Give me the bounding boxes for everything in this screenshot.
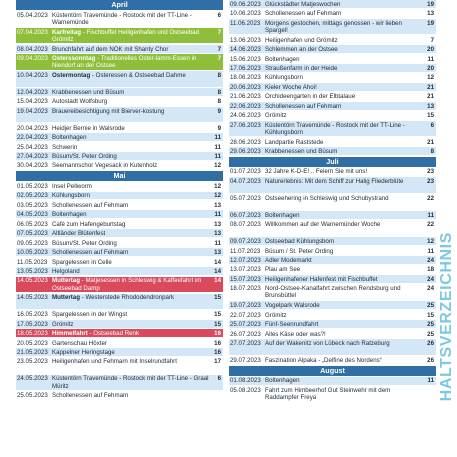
trip-title: Boltenhagen — [265, 55, 300, 63]
trip-date: 23.05.2023 — [17, 358, 48, 366]
trip-date: 15.07.2023 — [230, 275, 261, 283]
trip-title: Autostadt Wolfsburg — [52, 98, 108, 106]
trip-title: Altländer Blütenfest — [52, 230, 106, 238]
page-number: 11 — [427, 247, 434, 255]
page-number: 12 — [427, 238, 434, 246]
trip-date: 13.07.2023 — [230, 266, 261, 274]
trip-title: Boltenhagen — [52, 134, 87, 142]
page-number: 12 — [214, 162, 221, 170]
trip-row[interactable] — [16, 192, 223, 201]
trip-date: 05.07.2023 — [230, 194, 261, 202]
page-number: 11 — [427, 377, 434, 385]
trip-date: 04.07.2023 — [230, 177, 261, 185]
page-number: 20 — [427, 64, 434, 72]
trip-row[interactable] — [229, 74, 436, 83]
trip-description: - Traditionelles Oster-lamm-Essen in Niendorf an der Ostsee — [52, 55, 197, 70]
trip-date: 17.06.2023 — [230, 64, 261, 72]
page-number: 25 — [427, 330, 434, 338]
trip-title — [52, 28, 211, 43]
holiday-label: Karfreitag — [52, 28, 82, 36]
trip-row[interactable] — [229, 301, 436, 310]
page-number: 22 — [427, 194, 434, 202]
trip-title: Kühlungsborn — [265, 74, 303, 82]
trip-title: Alles Käse oder was?! — [265, 330, 326, 338]
trip-date: 07.04.2023 — [17, 28, 48, 36]
trip-title: Spargelessen in Celle — [52, 258, 112, 266]
page-number: 21 — [427, 83, 434, 91]
page-number: 14 — [214, 267, 221, 275]
trip-title: Büsum/St. Peter Ording — [52, 152, 117, 160]
trip-row[interactable] — [16, 294, 223, 310]
page-number: 9 — [217, 107, 221, 115]
trip-row[interactable] — [16, 329, 223, 338]
page-number: 6 — [430, 121, 434, 129]
trip-row[interactable] — [16, 277, 223, 293]
trip-title: Plau am See — [265, 266, 301, 274]
trip-date: 17.05.2023 — [17, 320, 48, 328]
trip-title: Straußenfarm in der Heide — [265, 64, 338, 72]
trip-row[interactable] — [16, 375, 223, 391]
trip-row[interactable] — [16, 133, 223, 142]
page-number: 12 — [214, 192, 221, 200]
trip-date: 10.05.2023 — [17, 249, 48, 257]
trip-row[interactable] — [229, 285, 436, 301]
page-number: 24 — [427, 256, 434, 264]
trip-title — [52, 71, 211, 79]
trip-description: - Fischbuffet Heiligenhafen und Ostseebad Grömitz — [52, 28, 200, 43]
holiday-label: Himmelfahrt — [52, 330, 88, 338]
page-number: 15 — [427, 311, 434, 319]
trip-row[interactable] — [16, 358, 223, 374]
trip-title: Büsum/St. Peter Ording — [52, 239, 117, 247]
trip-row[interactable] — [16, 71, 223, 87]
page-number: 12 — [214, 182, 221, 190]
page-number — [211, 391, 223, 392]
page-number: 21 — [427, 93, 434, 101]
page-number: 13 — [214, 230, 221, 238]
trip-title: Boltenhagen — [52, 211, 87, 219]
trip-row[interactable] — [229, 64, 436, 73]
trip-row[interactable] — [16, 54, 223, 70]
trip-title: Boltenhagen — [265, 377, 300, 385]
trip-date: 15.04.2023 — [17, 98, 48, 106]
page-number: 6 — [217, 375, 221, 383]
trip-title — [52, 54, 211, 69]
trip-date: 01.07.2023 — [230, 168, 261, 176]
trip-date: 14.05.2023 — [17, 277, 48, 285]
trip-title: Vogelpark Walsrode — [265, 302, 320, 310]
trip-date: 27.04.2023 — [17, 152, 48, 160]
trip-date: 06.07.2023 — [230, 211, 261, 219]
page-number: 7 — [217, 55, 221, 63]
page-number: 11 — [214, 134, 221, 142]
trip-title: Landpartie Raststede — [265, 138, 324, 146]
page-number: 11 — [427, 55, 434, 63]
trip-title: Ostseebad Kühlungsborn — [265, 238, 335, 246]
trip-row[interactable] — [16, 310, 223, 319]
section-side-label: HALTSVERZEICHNIS — [438, 232, 455, 402]
trip-row[interactable] — [16, 45, 223, 54]
right-column — [229, 0, 436, 403]
trip-title: Schollenessen auf Fehmarn — [265, 102, 342, 110]
page-number: 24 — [427, 275, 434, 283]
trip-title: Schwerin — [52, 143, 78, 151]
trip-row[interactable] — [229, 220, 436, 236]
page-number: 9 — [217, 124, 221, 132]
trip-date: 15.06.2023 — [230, 55, 261, 63]
trip-date: 11.07.2023 — [230, 247, 261, 255]
page-number: 15 — [214, 294, 221, 302]
trip-date: 16.05.2023 — [17, 311, 48, 319]
trip-title: Brunchfahrt auf dem NOK mit Shanty Chor — [52, 45, 169, 53]
trip-title: Küstentörn Travemünde - Rostock mit der TT-Line - Graal Müritz — [52, 375, 209, 390]
trip-title: Schlemmen an der Ostsee — [265, 46, 338, 54]
trip-date: 29.07.2023 — [230, 356, 261, 364]
trip-date: 09.06.2023 — [230, 0, 261, 8]
page-number: 21 — [427, 138, 434, 146]
trip-date: 21.06.2023 — [230, 93, 261, 101]
trip-row[interactable] — [229, 330, 436, 339]
trip-row[interactable] — [229, 45, 436, 54]
trip-date: 20.05.2023 — [17, 339, 48, 347]
page-number: 8 — [217, 98, 221, 106]
page-number: 26 — [427, 340, 434, 348]
trip-date: 27.06.2023 — [230, 121, 261, 129]
trip-description: - Osteressen & Ostseebad Dahme — [90, 71, 186, 79]
month-header: August — [229, 366, 436, 376]
left-column — [16, 0, 223, 401]
trip-date: 05.08.2023 — [230, 386, 261, 394]
trip-title: Spargelessen in der Wingst — [52, 311, 128, 319]
trip-date: 24.06.2023 — [230, 112, 261, 120]
trip-row[interactable] — [229, 320, 436, 329]
trip-row[interactable] — [16, 88, 223, 97]
trip-row[interactable] — [229, 275, 436, 284]
trip-date: 10.04.2023 — [17, 71, 48, 79]
trip-title: Kappelner Heringstage — [52, 349, 115, 356]
page-number: 7 — [217, 28, 221, 36]
trip-row[interactable] — [16, 201, 223, 210]
trip-row[interactable] — [16, 348, 223, 357]
trip-date: 18.05.2023 — [17, 330, 48, 338]
trip-row[interactable] — [16, 28, 223, 44]
page-number: 19 — [427, 0, 434, 8]
page-number: 13 — [427, 10, 434, 18]
page-number: 16 — [214, 339, 221, 347]
trip-date: 10.06.2023 — [230, 10, 261, 18]
trip-date: 18.07.2023 — [230, 285, 261, 293]
trip-row[interactable] — [16, 248, 223, 257]
holiday-label: Muttertag — [52, 294, 80, 302]
trip-date: 02.05.2023 — [17, 192, 48, 200]
page-number: 16 — [214, 330, 221, 338]
trip-title: Helgoland — [52, 267, 80, 275]
trip-title: Orchideengarten in der Elbtalaue — [265, 93, 356, 101]
trip-date: 18.06.2023 — [230, 74, 261, 82]
trip-date: 09.07.2023 — [230, 238, 261, 246]
holiday-label: Ostermontag — [52, 71, 91, 79]
trip-row[interactable] — [16, 143, 223, 152]
month-header: Mai — [16, 171, 223, 181]
trip-row[interactable] — [16, 229, 223, 238]
trip-date: 07.05.2023 — [17, 230, 48, 238]
trip-date: 12.07.2023 — [230, 256, 261, 264]
trip-row[interactable] — [229, 102, 436, 111]
trip-title: Krabbenessen und Büsum — [265, 148, 338, 156]
trip-row[interactable] — [229, 111, 436, 120]
trip-date: 09.04.2023 — [17, 55, 48, 63]
trip-title — [52, 294, 211, 302]
page-number: 24 — [427, 285, 434, 293]
trip-row[interactable] — [229, 247, 436, 256]
page-number: 13 — [214, 249, 221, 257]
trip-title: Ostseehering in Schleswig und Schubystrand — [265, 194, 389, 202]
trip-row[interactable] — [229, 147, 436, 156]
page-number: 13 — [427, 102, 434, 110]
trip-title: Café zum Hafengeburtstag — [52, 220, 126, 228]
trip-row[interactable] — [16, 210, 223, 219]
trip-description: - Matjesessen in Schleswig & Kaffeefahrt im Ostseebad Damp — [52, 277, 202, 292]
page-number: 8 — [217, 71, 221, 79]
trip-title: Schollenessen auf Fehmarn — [265, 10, 342, 18]
page-number: 8 — [430, 148, 434, 156]
page-number: 14 — [214, 258, 221, 266]
trip-date: 11.05.2023 — [17, 258, 48, 266]
trip-row[interactable] — [229, 237, 436, 246]
trip-title: Kieler Woche Ahoi! — [265, 83, 317, 91]
page-number: 22 — [427, 221, 434, 229]
trip-title: Krabbenessen und Büsum — [52, 88, 125, 96]
trip-row[interactable] — [229, 377, 436, 386]
trip-title: Seemannschor Vegesack in Kutenholz — [52, 162, 158, 170]
trip-row[interactable] — [229, 266, 436, 275]
trip-date: 01.08.2023 — [230, 377, 261, 385]
trip-title: Auf der Wakenitz von Lübeck nach Ratzeburg — [265, 340, 390, 348]
trip-row[interactable] — [16, 258, 223, 267]
trip-description: - Ostseebad Renk — [87, 330, 140, 338]
trip-title — [52, 329, 211, 337]
page-number: 19 — [427, 19, 434, 27]
trip-title: Heiligenhafen und Grömitz — [265, 36, 338, 44]
trip-date: 19.04.2023 — [17, 107, 48, 115]
trip-row[interactable] — [16, 239, 223, 248]
page-number: 15 — [214, 311, 221, 319]
page-number: 17 — [214, 358, 221, 366]
trip-row[interactable] — [229, 194, 436, 210]
page-number: 7 — [217, 45, 221, 53]
trip-row[interactable] — [16, 220, 223, 229]
trip-title: Kühlungsborn — [52, 192, 90, 200]
trip-row[interactable] — [229, 168, 436, 177]
trip-date: 27.07.2023 — [230, 340, 261, 348]
page-number: 26 — [427, 356, 434, 364]
trip-row[interactable] — [229, 9, 436, 18]
page-number: 11 — [214, 239, 221, 247]
trip-title: Boltenhagen — [265, 211, 300, 219]
page-number: 25 — [427, 321, 434, 329]
trip-title: 32 Jahre K-D-E! .. Feiern Sie mit uns! — [265, 168, 368, 176]
trip-title: Schollenessen auf Fehmarn — [52, 392, 129, 400]
trip-row[interactable] — [16, 107, 223, 123]
trip-row[interactable] — [229, 211, 436, 220]
trip-date: 14.06.2023 — [230, 46, 261, 54]
trip-row[interactable] — [16, 391, 223, 400]
trip-title: Nord-Ostsee-Kanalfahrt zwischen Rendsburg und Brunsbüttel — [265, 285, 401, 300]
trip-row[interactable] — [229, 36, 436, 45]
trip-title — [52, 277, 211, 292]
trip-date: 11.06.2023 — [230, 19, 261, 27]
page-number: 20 — [427, 46, 434, 54]
page-number: 8 — [217, 88, 221, 96]
trip-date: 24.05.2023 — [17, 375, 48, 383]
page-number: 11 — [214, 211, 221, 219]
trip-row[interactable] — [229, 356, 436, 365]
trip-date: 30.04.2023 — [17, 162, 48, 170]
trip-date: 22.06.2023 — [230, 102, 261, 110]
trip-row[interactable] — [16, 152, 223, 161]
trip-row[interactable] — [229, 121, 436, 137]
trip-date: 21.05.2023 — [17, 349, 48, 356]
trip-title: Küstentörn Travemünde - Rostock mit der TT-Line - Kühlungsborn — [265, 121, 405, 136]
trip-row[interactable] — [16, 339, 223, 348]
page-number: 11 — [427, 211, 434, 219]
trip-row[interactable] — [229, 93, 436, 102]
trip-title: Schollenessen auf Fehmarn — [52, 201, 129, 209]
page-number: 14 — [214, 277, 221, 285]
trip-date: 05.04.2023 — [17, 11, 48, 19]
page-number: 13 — [214, 220, 221, 228]
trip-date: 29.06.2023 — [230, 148, 261, 156]
page-number: 25 — [427, 302, 434, 310]
trip-date: 01.05.2023 — [17, 182, 48, 190]
trip-title: Schollenessen auf Fehmarn — [52, 249, 129, 257]
trip-date: 08.07.2023 — [230, 221, 261, 229]
trip-date: 22.07.2023 — [230, 311, 261, 319]
trip-date: 25.07.2023 — [230, 321, 261, 329]
trip-title: Büsum / St. Peter Ording — [265, 247, 334, 255]
trip-date: 19.07.2023 — [230, 302, 261, 310]
page-number: 7 — [430, 36, 434, 44]
trip-date: 03.05.2023 — [17, 201, 48, 209]
trip-title: Morgens gestochen, mittags genossen - wir lieben Spargel! — [265, 19, 402, 34]
trip-date: 12.04.2023 — [17, 88, 48, 96]
trip-date: 08.04.2023 — [17, 45, 48, 53]
trip-row[interactable] — [229, 19, 436, 35]
trip-date: 20.04.2023 — [17, 124, 48, 132]
trip-row[interactable] — [229, 55, 436, 64]
trip-title: Grömitz — [265, 112, 287, 120]
trip-row[interactable] — [229, 311, 436, 320]
trip-date: 06.05.2023 — [17, 220, 48, 228]
page-number: 13 — [214, 201, 221, 209]
month-header: Juli — [229, 157, 436, 167]
trip-row[interactable] — [16, 124, 223, 133]
trip-title: Glückstädter Matjeswochen — [265, 0, 341, 8]
trip-date: 14.05.2023 — [17, 294, 48, 302]
holiday-label: Muttertag — [52, 277, 80, 285]
trip-title: Fünf-Seenrundfahrt — [265, 321, 319, 329]
trip-title: Grömitz — [52, 320, 74, 328]
page-number: 18 — [427, 266, 434, 274]
trip-row[interactable] — [229, 177, 436, 193]
trip-date: 25.05.2023 — [17, 392, 48, 400]
trip-row[interactable] — [16, 97, 223, 106]
trip-row[interactable] — [16, 320, 223, 329]
page-number: 23 — [427, 168, 434, 176]
trip-title: Heiligenhafener Hafenfest mit Fischbuffet — [265, 275, 378, 283]
page-number: 23 — [427, 177, 434, 185]
trip-title: Faszination Alpaka - „Delfine des Nordens“ — [265, 356, 382, 364]
trip-date: 22.04.2023 — [17, 134, 48, 142]
trip-title: Küstentörn Travemünde - Rostock mit der TT-Line - Warnemünde — [52, 11, 192, 26]
trip-title: Grömitz — [265, 311, 287, 319]
page-number: 15 — [427, 112, 434, 120]
page-number — [424, 386, 436, 387]
trip-title: Heiligenhafen und Fehmarn mit Inselrundfahrt — [52, 358, 177, 366]
trip-row[interactable] — [16, 162, 223, 171]
page-number: 11 — [214, 143, 221, 151]
page-number: 12 — [427, 74, 434, 82]
month-header: April — [16, 0, 223, 10]
trip-title: Adler Modemarkt — [265, 256, 312, 264]
trip-row[interactable] — [229, 83, 436, 92]
trip-title: Gartenschau Höxter — [52, 339, 107, 347]
page-number: 15 — [214, 320, 221, 328]
trip-date: 13.05.2023 — [17, 267, 48, 275]
trip-title: Fahrt zum Himbeerhof Gut Steinwehr mit dem Raddampfer Freya — [265, 386, 391, 401]
page-number: 16 — [214, 349, 221, 356]
trip-title: Naturerlebnis: Mit dem Schiff zur Halig Fliederblüte — [265, 177, 404, 185]
holiday-label: Osterssonntag — [52, 55, 96, 63]
trip-row[interactable] — [229, 386, 436, 402]
page-number: 11 — [214, 152, 221, 160]
trip-date: 26.07.2023 — [230, 330, 261, 338]
trip-date: 25.04.2023 — [17, 143, 48, 151]
trip-title: Insel Pellworm — [52, 182, 92, 190]
trip-title: Heidjer Bernie in Walsrode — [52, 124, 125, 132]
trip-description: - Westerstede Rhododendronpark — [79, 294, 175, 302]
trip-row[interactable] — [229, 138, 436, 147]
trip-row[interactable] — [16, 11, 223, 27]
trip-row[interactable] — [16, 267, 223, 276]
trip-row[interactable] — [229, 339, 436, 355]
trip-title: Brauereibesichtigung mit Bierver-kostung — [52, 107, 165, 115]
trip-row[interactable] — [16, 182, 223, 191]
trip-title: Willkommen auf der Warnemünder Woche — [265, 221, 381, 229]
trip-date: 13.06.2023 — [230, 36, 261, 44]
trip-date: 09.05.2023 — [17, 239, 48, 247]
page-number: 6 — [217, 11, 221, 19]
trip-row[interactable] — [229, 256, 436, 265]
trip-date: 28.06.2023 — [230, 138, 261, 146]
trip-date: 04.05.2023 — [17, 211, 48, 219]
trip-row[interactable] — [229, 0, 436, 9]
trip-date: 20.06.2023 — [230, 83, 261, 91]
